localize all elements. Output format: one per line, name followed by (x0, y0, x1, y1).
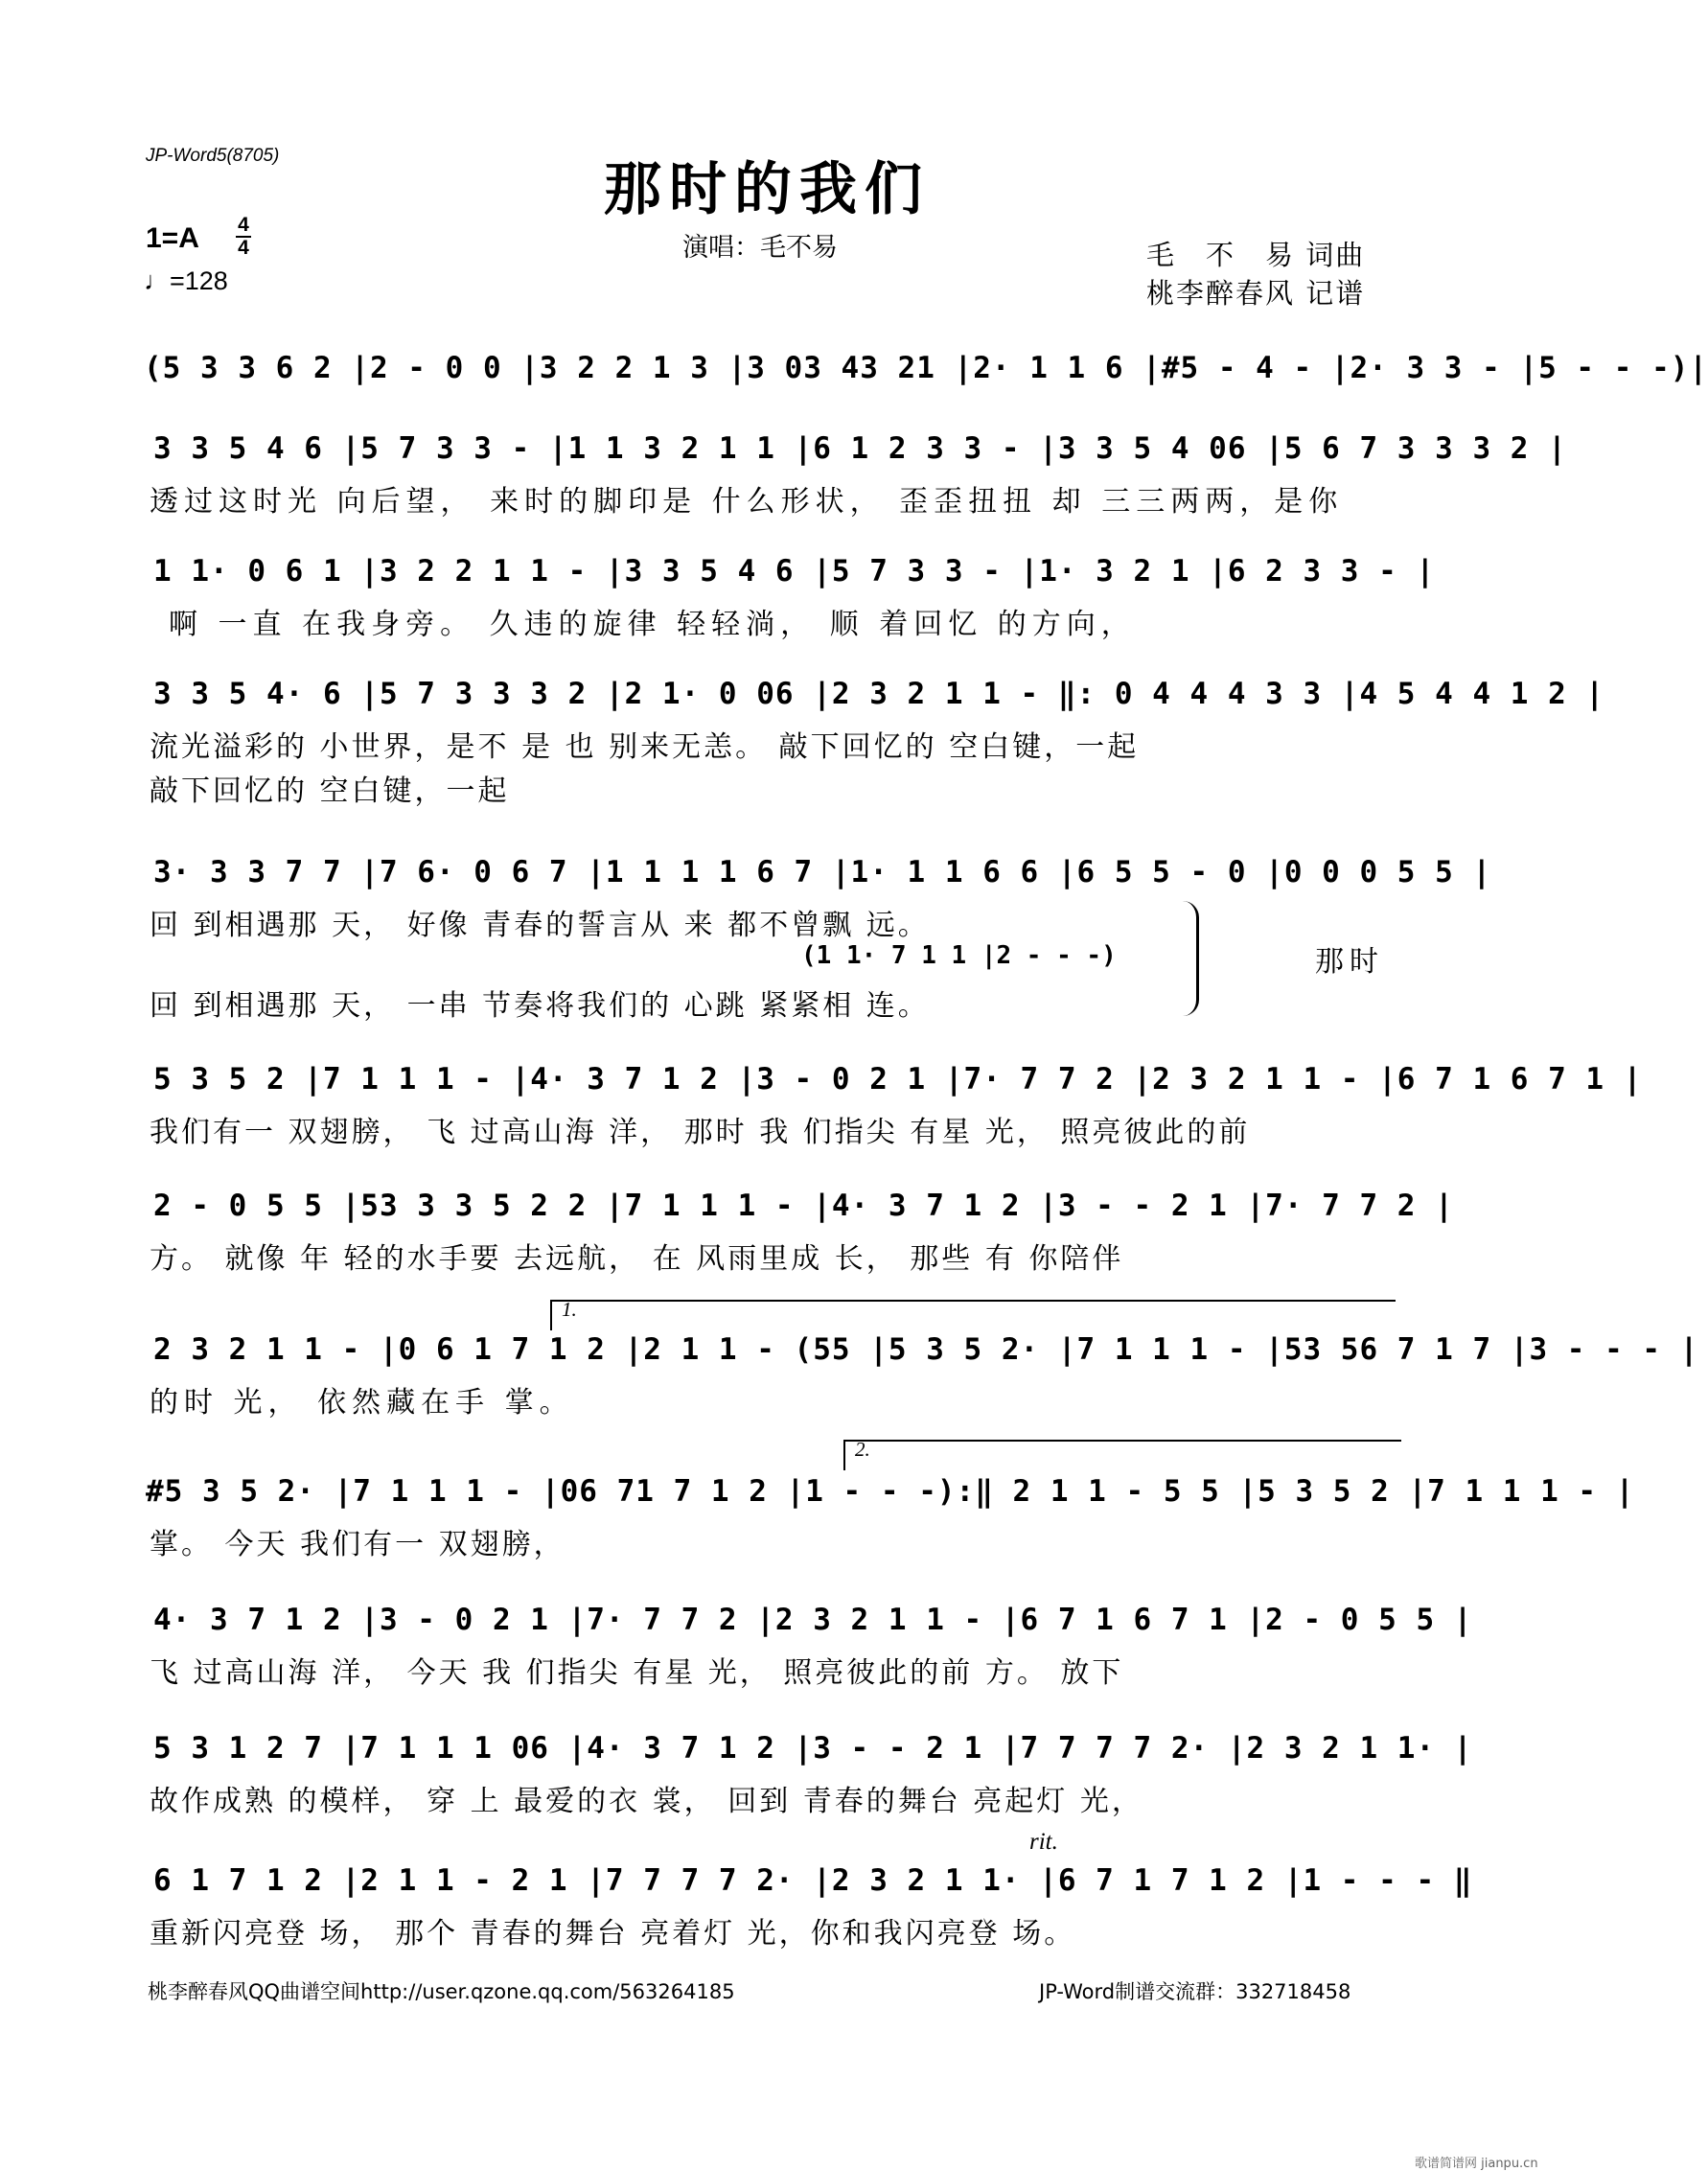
lyric-line-5a: 回 到相遇那 天， 好像 青春的誓言从 来 都不曾飘 远。 (150, 909, 930, 942)
lyric-line-3: 啊 一直 在我身旁。 久违的旋律 轻轻淌， 顺 着回忆 的方向， (169, 608, 1136, 641)
score-line-11: 5 3 1 2 7 |7 1 1 1 06 |4· 3 7 1 2 |3 - - 2 1 |7 7 7 7 2· |2 3 2 1 1· | (153, 1731, 1473, 1766)
volta-second: 2. (843, 1440, 1401, 1470)
score-line-10: 4· 3 7 1 2 |3 - 0 2 1 |7· 7 7 2 |2 3 2 1 1 - |6 7 1 6 7 1 |2 - 0 5 5 | (153, 1603, 1473, 1637)
source-label: JP-Word5(8705) (146, 146, 280, 166)
time-denominator: 4 (238, 237, 249, 259)
side-lyric: 那时 (1315, 945, 1384, 979)
lyric-line-11: 故作成熟 的模样， 穿 上 最爱的衣 裳， 回到 青春的舞台 亮起灯 光， (150, 1785, 1143, 1818)
singer-credit: 演唱：毛不易 (682, 233, 838, 263)
score-line-5: 3· 3 3 7 7 |7 6· 0 6 7 |1 1 1 1 6 7 |1· 1 1 6 6 |6 5 5 - 0 |0 0 0 5 5 | (153, 855, 1492, 889)
lyric-line-7: 方。 就像 年 轻的水手要 去远航， 在 风雨里成 长， 那些 有 你陪伴 (150, 1242, 1124, 1276)
score-line-9: #5 3 5 2· |7 1 1 1 - |06 71 7 1 2 |1 - - -):‖ 2 1 1 - 5 5 |5 3 5 2 |7 1 1 1 - | (146, 1474, 1635, 1509)
lyricist-credit: 毛 不 易 词曲 (1146, 239, 1366, 271)
lyric-line-12: 重新闪亮登 场， 那个 青春的舞台 亮着灯 光，你和我闪亮登 场。 (150, 1917, 1076, 1951)
sub-melody: (1 1· 7 1 1 |2 - - -) (801, 941, 1117, 970)
footer-left: 桃李醉春风QQ曲谱空间http://user.qzone.qq.com/563264185 (148, 1980, 735, 2003)
score-line-1: (5 3 3 6 2 |2 - 0 0 |3 2 2 1 3 |3 03 43 21 |2· 1 1 6 |#5 - 4 - |2· 3 3 - |5 - - -)| (144, 351, 1708, 385)
watermark: 歌谱简谱网 jianpu.cn (1415, 2157, 1538, 2171)
score-line-12: 6 1 7 1 2 |2 1 1 - 2 1 |7 7 7 7 2· |2 3 2 1 1· |6 7 1 7 1 2 |1 - - - ‖ (153, 1863, 1473, 1898)
song-title: 那时的我们 (604, 156, 930, 223)
lyric-line-8: 的时 光， 依然藏在手 掌。 (150, 1386, 574, 1420)
time-signature (236, 215, 251, 259)
ritardando-mark: rit. (1029, 1829, 1058, 1855)
score-line-8: 2 3 2 1 1 - |0 6 1 7 1 2 |2 1 1 - (55 |5 3 5 2· |7 1 1 1 - |53 56 7 1 7 |3 - - - | (153, 1332, 1699, 1367)
lyric-line-9: 掌。 今天 我们有一 双翅膀， (150, 1528, 565, 1561)
lyric-line-6: 我们有一 双翅膀， 飞 过高山海 洋， 那时 我 们指尖 有星 光， 照亮彼此的前 (150, 1116, 1251, 1149)
lyric-line-5b: 回 到相遇那 天， 一串 节奏将我们的 心跳 紧紧相 连。 (150, 989, 930, 1023)
score-line-6: 5 3 5 2 |7 1 1 1 - |4· 3 7 1 2 |3 - 0 2 1 |7· 7 7 2 |2 3 2 1 1 - |6 7 1 6 7 1 | (153, 1062, 1643, 1097)
tempo-marking: ♩=128 (144, 266, 228, 295)
score-line-3: 1 1· 0 6 1 |3 2 2 1 1 - |3 3 5 4 6 |5 7 3 3 - |1· 3 2 1 |6 2 3 3 - | (153, 554, 1436, 589)
volta-first: 1. (550, 1300, 1396, 1330)
lyric-line-4b: 敲下回忆的 空白键，一起 (150, 774, 510, 808)
lyric-line-4a: 流光溢彩的 小世界，是不 是 也 别来无恙。 敲下回忆的 空白键，一起 (150, 730, 1140, 764)
lyric-line-10: 飞 过高山海 洋， 今天 我 们指尖 有星 光， 照亮彼此的前 方。 放下 (150, 1656, 1124, 1690)
transcriber-credit: 桃李醉春风 记谱 (1146, 277, 1366, 310)
score-line-2: 3 3 5 4 6 |5 7 3 3 - |1 1 3 2 1 1 |6 1 2 3 3 - |3 3 5 4 06 |5 6 7 3 3 3 2 | (153, 431, 1567, 466)
score-line-4: 3 3 5 4· 6 |5 7 3 3 3 2 |2 1· 0 06 |2 3 2 1 1 - ‖: 0 4 4 4 3 3 |4 5 4 4 1 2 | (153, 677, 1605, 711)
score-line-7: 2 - 0 5 5 |53 3 3 5 2 2 |7 1 1 1 - |4· 3 7 1 2 |3 - - 2 1 |7· 7 7 2 | (153, 1189, 1454, 1223)
time-numerator: 4 (238, 214, 249, 236)
lyric-line-2: 透过这时光 向后望， 来时的脚印是 什么形状， 歪歪扭扭 却 三三两两，是你 (150, 485, 1344, 519)
brace (1183, 901, 1199, 1016)
key-signature: 1=A (146, 222, 199, 254)
footer-right: JP-Word制谱交流群：332718458 (1039, 1980, 1351, 2003)
